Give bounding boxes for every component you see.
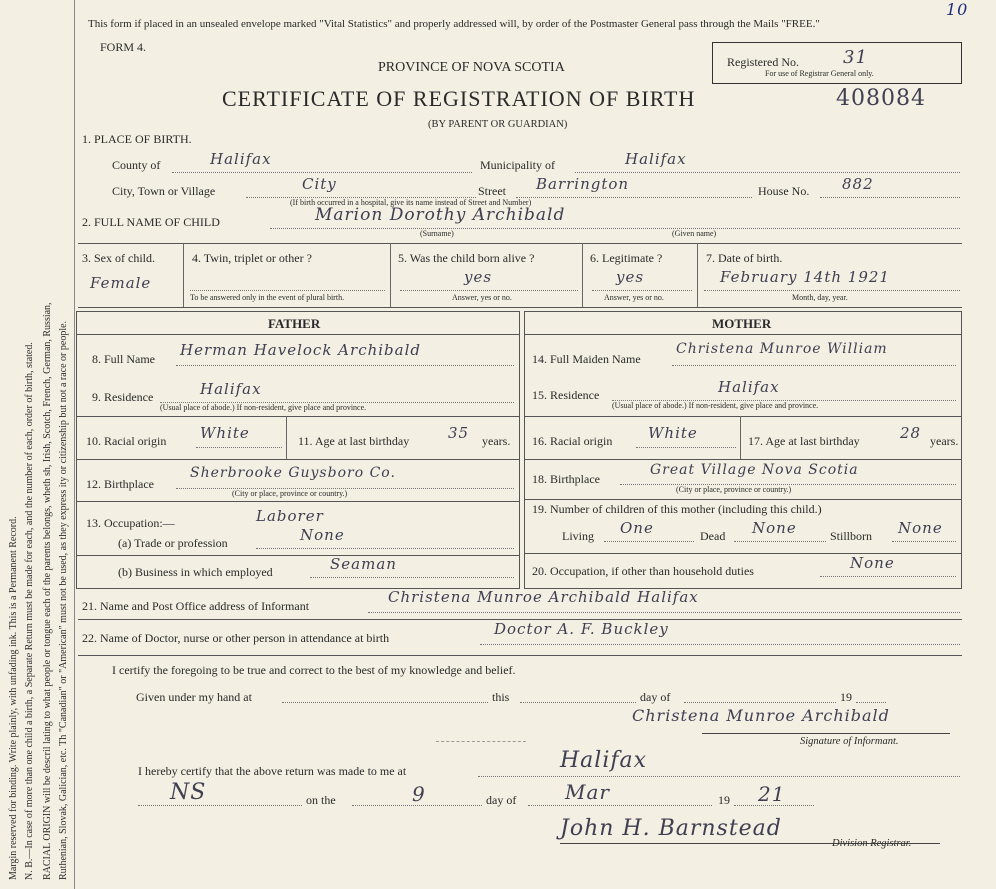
father-birthplace-value: Sherbrooke Guysboro Co.: [190, 465, 396, 481]
margin-rule: [74, 0, 75, 889]
house-value: 882: [842, 175, 874, 193]
place-label: 1. PLACE OF BIRTH.: [82, 132, 192, 146]
father-birthplace-note: (City or place, province or country.): [232, 489, 348, 498]
mother-stillborn-label: Stillborn: [830, 529, 873, 543]
certificate-title: CERTIFICATE OF REGISTRATION OF BIRTH: [222, 86, 696, 111]
municipality-value: Halifax: [625, 150, 687, 168]
alive-value: yes: [464, 268, 493, 286]
mother-stillborn-value: None: [898, 519, 943, 537]
father-birthplace-label: 12. Birthplace: [86, 477, 154, 491]
mother-racial-label: 16. Racial origin: [532, 434, 613, 448]
county-label: County of: [112, 158, 161, 172]
year-prefix-2: 19: [718, 793, 730, 807]
sex-label: 3. Sex of child.: [82, 251, 155, 265]
this-label: this: [492, 690, 510, 704]
corner-mark: 10: [946, 0, 969, 19]
margin-text-2: N. B.—In case of more than one child a birth, a Separate Return must be made for each, and the number of each, order of birth, stated.: [24, 342, 35, 880]
father-business-value: Seaman: [330, 555, 397, 573]
city-label: City, Town or Village: [112, 184, 216, 198]
mother-age-label: 17. Age at last birthday: [748, 434, 860, 448]
mother-occupation-label: 20. Occupation, if other than household duties: [532, 564, 754, 578]
informant-value: Christena Munroe Archibald Halifax: [388, 588, 699, 606]
father-name-value: Herman Havelock Archibald: [180, 341, 421, 359]
certificate-number: 408084: [836, 86, 926, 111]
sex-value: Female: [90, 274, 152, 292]
date-label: 7. Date of birth.: [706, 251, 783, 265]
municipality-label: Municipality of: [480, 158, 555, 172]
mother-residence-value: Halifax: [718, 378, 780, 396]
father-age-label: 11. Age at last birthday: [298, 434, 410, 448]
mother-name-value: Christena Munroe William: [676, 341, 888, 357]
father-years: years.: [482, 434, 511, 448]
registrar-signature: John H. Barnstead: [560, 816, 782, 841]
father-occupation-value: Laborer: [256, 507, 324, 525]
father-business-label: (b) Business in which employed: [118, 565, 273, 579]
division-registrar-label: Division Registrar.: [832, 838, 912, 849]
house-label: House No.: [758, 184, 810, 198]
registrar-line: I hereby certify that the above return was made to me at: [138, 764, 407, 778]
mother-dead-value: None: [752, 519, 797, 537]
father-name-label: 8. Full Name: [92, 352, 155, 366]
mother-years: years.: [930, 434, 959, 448]
mother-racial-value: White: [648, 424, 698, 442]
registrar-note: For use of Registrar General only.: [765, 69, 874, 78]
mother-age-value: 28: [900, 424, 922, 442]
day-of-label-2: day of: [486, 793, 517, 807]
registered-value: 31: [843, 47, 868, 68]
child-name-value: Marion Dorothy Archibald: [315, 205, 566, 225]
father-trade-value: None: [300, 526, 345, 544]
twin-label: 4. Twin, triplet or other ?: [192, 251, 312, 265]
mother-birthplace-value: Great Village Nova Scotia: [650, 462, 859, 478]
father-residence-value: Halifax: [200, 380, 262, 398]
registration-year: 21: [758, 782, 786, 806]
father-trade-label: (a) Trade or profession: [118, 536, 228, 550]
day-of-label: day of: [640, 690, 671, 704]
father-residence-note: (Usual place of abode.) If non-resident, give place and province.: [160, 403, 367, 412]
margin-text-1: Margin reserved for binding. Write plainly, with unfading ink. This is a Permanent Record.: [8, 516, 19, 880]
margin-text-3: RACIAL ORIGIN will be descril lating to what people or tongue each of the parents belongs, wheth sh, Irish, Scotch, French, German, Russian,: [42, 302, 53, 880]
registration-month: Mar: [565, 780, 610, 804]
doctor-label: 22. Name of Doctor, nurse or other person in attendance at birth: [82, 631, 390, 645]
street-label: Street: [478, 184, 506, 198]
father-age-value: 35: [448, 424, 470, 442]
form-number: FORM 4.: [100, 40, 147, 54]
year-prefix: 19: [840, 690, 852, 704]
mother-heading: MOTHER: [712, 316, 772, 331]
mother-occupation-value: None: [850, 554, 895, 572]
certificate-subtitle: (BY PARENT OR GUARDIAN): [428, 119, 568, 130]
alive-note: Answer, yes or no.: [452, 293, 512, 302]
informant-label: 21. Name and Post Office address of Informant: [82, 599, 310, 613]
mother-living-value: One: [620, 519, 654, 537]
mother-name-label: 14. Full Maiden Name: [532, 352, 641, 366]
legit-note: Answer, yes or no.: [604, 293, 664, 302]
province-heading: PROVINCE OF NOVA SCOTIA: [378, 60, 565, 75]
mother-living-label: Living: [562, 529, 594, 543]
mother-dead-label: Dead: [700, 529, 726, 543]
legit-value: yes: [616, 268, 645, 286]
hospital-note: (If birth occurred in a hospital, give its name instead of Street and Number): [290, 198, 532, 207]
registered-label: Registered No.: [727, 55, 799, 69]
registrar-place: Halifax: [560, 748, 648, 773]
province-abbrev: NS: [170, 780, 207, 805]
given-label: Given under my hand at: [136, 690, 252, 704]
street-value: Barrington: [536, 175, 630, 193]
mother-children-label: 19. Number of children of this mother (including this child.): [532, 502, 822, 516]
given-note: (Given name): [672, 229, 717, 238]
binding-margin: [2, 0, 82, 889]
mother-residence-label: 15. Residence: [532, 388, 600, 402]
date-value: February 14th 1921: [720, 268, 890, 286]
mother-birthplace-label: 18. Birthplace: [532, 472, 600, 486]
father-occupation-label: 13. Occupation:—: [86, 516, 175, 530]
surname-note: (Surname): [420, 229, 454, 238]
legit-label: 6. Legitimate ?: [590, 251, 663, 265]
informant-signature: Christena Munroe Archibald: [632, 706, 890, 725]
mother-residence-note: (Usual place of abode.) If non-resident, give place and province.: [612, 401, 819, 410]
signature-label: Signature of Informant.: [800, 736, 899, 747]
twin-note: To be answered only in the event of plural birth.: [190, 293, 345, 302]
alive-label: 5. Was the child born alive ?: [398, 251, 535, 265]
registration-day: 9: [412, 782, 426, 806]
father-residence-label: 9. Residence: [92, 390, 154, 404]
doctor-value: Doctor A. F. Buckley: [494, 620, 669, 638]
mother-birthplace-note: (City or place, province or country.): [676, 485, 792, 494]
father-heading: FATHER: [268, 316, 321, 331]
date-note: Month, day, year.: [792, 293, 848, 302]
father-racial-label: 10. Racial origin: [86, 434, 167, 448]
child-name-label: 2. FULL NAME OF CHILD: [82, 215, 220, 229]
margin-text-4: Ruthenian, Slovak, Galician, etc. Th "Canadian" or "American" must not be used, as they express ity or citizenship but not a race or people.: [58, 320, 69, 880]
mail-notice: This form if placed in an unsealed envelope marked "Vital Statistics" and properly addressed will, by order of the Postmaster General pass through the Mails "FREE.": [88, 18, 820, 30]
on-the-label: on the: [306, 793, 336, 807]
city-value: City: [302, 175, 337, 193]
certify-line: I certify the foregoing to be true and correct to the best of my knowledge and belief.: [112, 663, 516, 677]
county-value: Halifax: [210, 150, 272, 168]
registered-box: [712, 42, 962, 84]
father-racial-value: White: [200, 424, 250, 442]
